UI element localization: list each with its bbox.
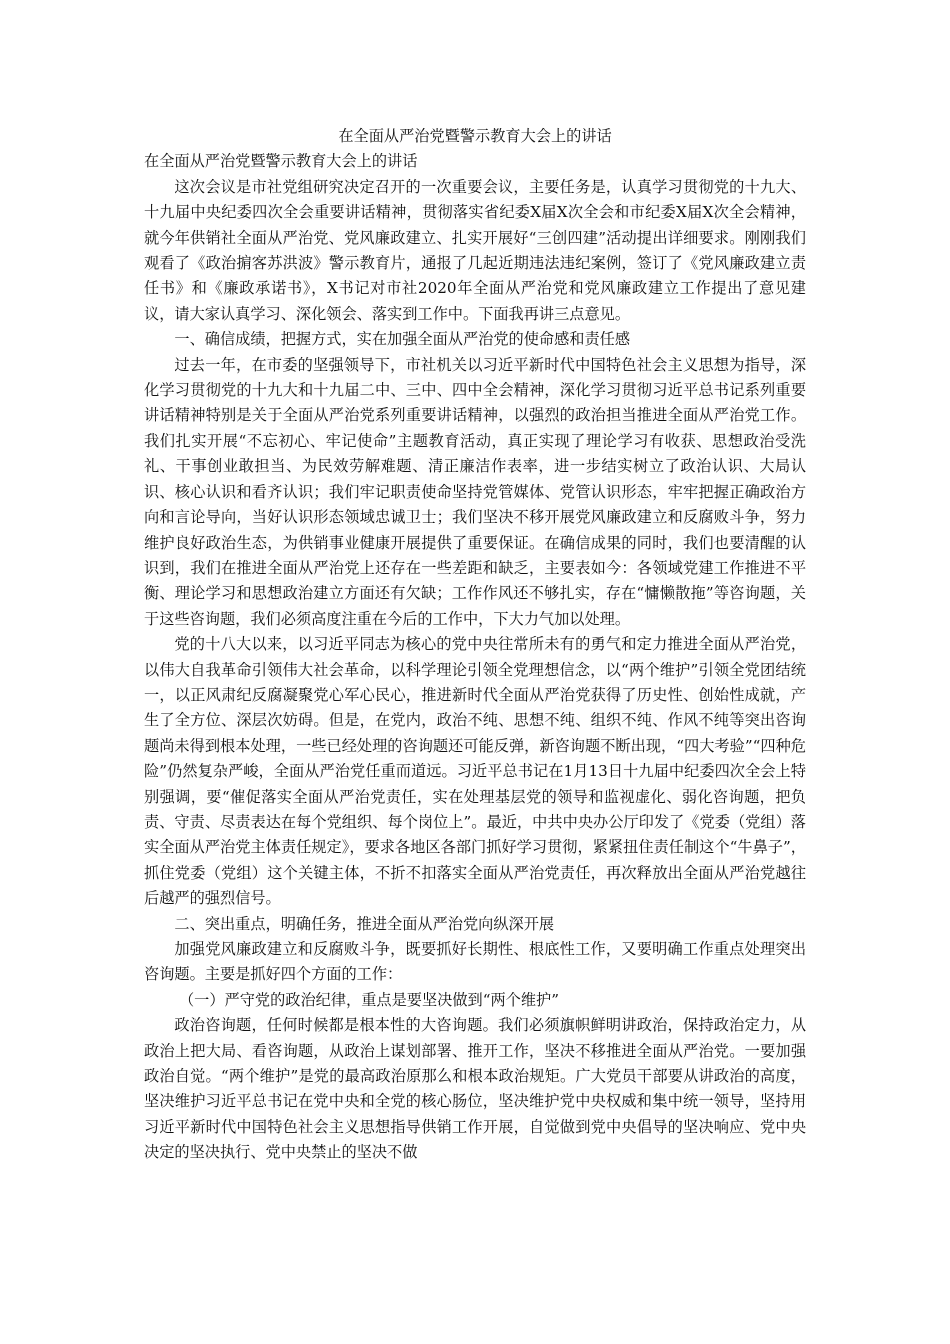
section-heading-1: 一、确信成绩，把握方式，实在加强全面从严治党的使命感和责任感 <box>174 330 631 349</box>
paragraph-review: 过去一年，在市委的坚强领导下，市社机关以习近平新时代中国特色社会主义思想为指导，深化学习贯彻党的十九大和十九届二中、三中、四中全会精神，深化学习贯彻习近平总书记系列重要讲话精神特别是关于全面从严治党系列重要讲话精神，以强烈的政治担当推进全面从严治党工作。我们扎实开展“不忘初心、牢记使命”主题教育活动，真正实现了理论学习有收获、思想政治受洗礼、干事创业敢担当、为民效劳解难题、清正廉洁作表率，进一步结实树立了政治认识、大局认识、核心认识和看齐认识；我们牢记职责使命坚持党管媒体、党管认识形态，牢牢把握正确政治方向和言论导向，当好认识形态领域忠诚卫士；我们坚决不移开展党风廉政建立和反腐败斗争，努力维护良好政治生态，为供销事业健康开展提供了重要保证。在确信成果的同时，我们也要清醒的认识到，我们在推进全面从严治党上还存在一些差距和缺乏，主要表如今：各领域党建工作推进不平衡、理论学习和思想政治建立方面还有欠缺；工作作风还不够扎实，存在“慵懒散拖”等咨询题，关于这些咨询题，我们必须高度注重在今后的工作中，下大力气加以处理。 <box>144 355 806 628</box>
paragraph-intro: 这次会议是市社党组研究决定召开的一次重要会议，主要任务是，认真学习贯彻党的十九大、十九届中央纪委四次全会重要讲话精神，贯彻落实省纪委X届X次全会和市纪委X届X次全会精神，就今年供销社全面从严治党、党风廉政建立、扎实开展好“三创四建”活动提出详细要求。刚刚我们观看了《政治掮客苏洪波》警示教育片，通报了几起近期违法违纪案例，签订了《党风廉政建立责任书》和《廉政承诺书》，X书记对市社2020年全面从严治党和党风廉政建立工作提出了意见建议，请大家认真学习、深化领会、落实到工作中。下面我再讲三点意见。 <box>144 177 806 323</box>
paragraph-tasks: 加强党风廉政建立和反腐败斗争，既要抓好长期性、根底性工作，又要明确工作重点处理突出咨询题。主要是抓好四个方面的工作： <box>144 940 806 984</box>
section-heading-2: 二、突出重点，明确任务，推进全面从严治党向纵深开展 <box>174 914 555 933</box>
document-subtitle: 在全面从严治党暨警示教育大会上的讲话 <box>144 152 418 171</box>
paragraph-context: 党的十八大以来，以习近平同志为核心的党中央往常所未有的勇气和定力推进全面从严治党，以伟大自我革命引领伟大社会革命，以科学理论引领全党理想信念，以“两个维护”引领全党团结统一，以正风肃纪反腐凝聚党心军心民心，推进新时代全面从严治党获得了历史性、创始性成就，产生了全方位、深层次妨碍。但是，在党内，政治不纯、思想不纯、组织不纯、作风不纯等突出咨询题尚未得到根本处理，一些已经处理的咨询题还可能反弹，新咨询题不断出现，“四大考验”“四种危险”仍然复杂严峻，全面从严治党任重而道远。习近平总书记在1月13日十九届中纪委四次全会上特别强调，要“催促落实全面从严治党责任，实在处理基层党的领导和监视虚化、弱化咨询题，把负责、守责、尽责表达在每个党组织、每个岗位上”。最近，中共中央办公厅印发了《党委（党组）落实全面从严治党主体责任规定》，要求各地区各部门抓好学习贯彻，紧紧扭住责任制这个“牛鼻子”，抓住党委（党组）这个关键主体，不折不扣落实全面从严治党责任，再次释放出全面从严治党越往后越严的强烈信号。 <box>144 635 806 908</box>
subsection-heading-1: （一）严守党的政治纪律，重点是要坚决做到“两个维护” <box>178 990 559 1009</box>
document-page <box>144 124 806 1166</box>
document-title: 在全面从严治党暨警示教育大会上的讲话 <box>338 127 612 145</box>
paragraph-politics: 政治咨询题，任何时候都是根本性的大咨询题。我们必须旗帜鲜明讲政治，保持政治定力，从政治上把大局、看咨询题，从政治上谋划部署、推开工作，坚决不移推进全面从严治党。一要加强政治自觉。“两个维护”是党的最高政治原那么和根本政治规矩。广大党员干部要从讲政治的高度，坚决维护习近平总书记在党中央和全党的核心肠位，坚决维护党中央权威和集中统一领导，坚持用习近平新时代中国特色社会主义思想指导供销工作开展，自觉做到党中央倡导的坚决响应、党中央决定的坚决执行、党中央禁止的坚决不做 <box>144 1016 806 1162</box>
